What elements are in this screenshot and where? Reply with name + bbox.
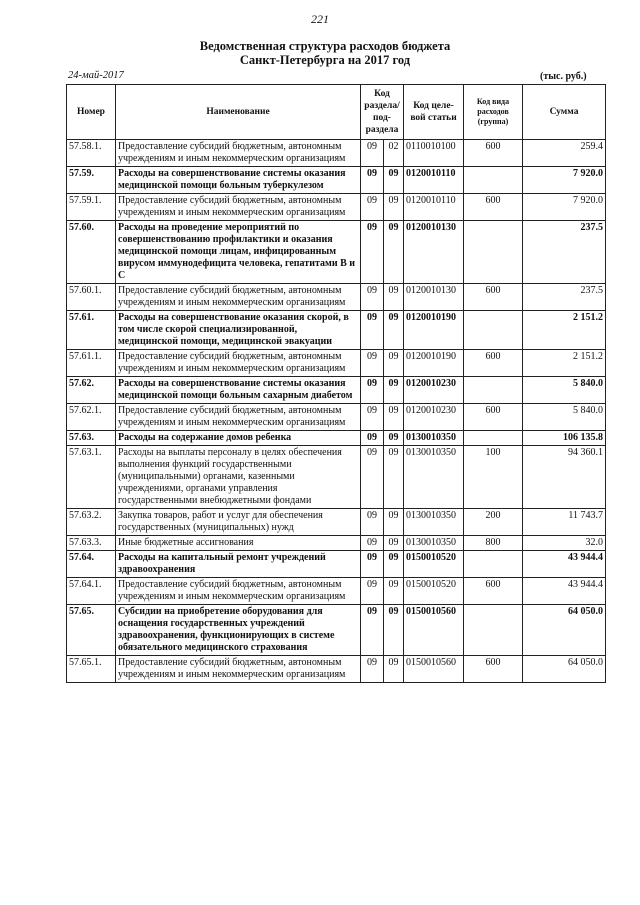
row-name: Расходы на капитальный ремонт учреждений здравоохранения: [116, 551, 361, 578]
row-sum: 94 360.1: [523, 446, 606, 509]
row-name: Расходы на выплаты персоналу в целях обеспечения выполнения функций государственными (муниципальными) органами, казенными учреждениями, органами управления государственными внебюджетными фондами: [116, 446, 361, 509]
row-number: 57.62.1.: [67, 404, 116, 431]
row-sum: 43 944.4: [523, 551, 606, 578]
row-sum: 64 050.0: [523, 656, 606, 683]
row-number: 57.59.: [67, 167, 116, 194]
row-kind: 100: [464, 446, 523, 509]
row-name: Расходы на совершенствование оказания скорой, в том числе скорой специализированной, медицинской помощи, медицинской эвакуации: [116, 311, 361, 350]
row-name: Предоставление субсидий бюджетным, автономным учреждениям и иным некоммерческим организациям: [116, 350, 361, 377]
row-section: 09: [361, 194, 384, 221]
row-name: Предоставление субсидий бюджетным, автономным учреждениям и иным некоммерческим организациям: [116, 656, 361, 683]
row-subsection: 09: [384, 311, 404, 350]
row-kind: 800: [464, 536, 523, 551]
row-section: 09: [361, 605, 384, 656]
table-row: [67, 221, 606, 284]
row-kind: 600: [464, 284, 523, 311]
row-name: Предоставление субсидий бюджетным, автономным учреждениям и иным некоммерческим организациям: [116, 140, 361, 167]
col-article-header: Код целе- вой статьи: [404, 85, 464, 140]
row-section: 09: [361, 656, 384, 683]
row-number: 57.59.1.: [67, 194, 116, 221]
row-kind: 200: [464, 509, 523, 536]
row-kind: [464, 605, 523, 656]
row-subsection: 09: [384, 284, 404, 311]
row-article: 0120010110: [404, 167, 464, 194]
row-section: 09: [361, 404, 384, 431]
table-row: [67, 311, 606, 350]
row-subsection: 09: [384, 350, 404, 377]
row-name: Закупка товаров, работ и услуг для обеспечения государственных (муниципальных) нужд: [116, 509, 361, 536]
table-row: [67, 656, 606, 683]
row-sum: 11 743.7: [523, 509, 606, 536]
table-row: [67, 446, 606, 509]
row-sum: 237.5: [523, 284, 606, 311]
page-number: 221: [311, 12, 329, 26]
row-name: Предоставление субсидий бюджетным, автономным учреждениям и иным некоммерческим организациям: [116, 284, 361, 311]
row-kind: 600: [464, 140, 523, 167]
row-article: 0120010190: [404, 350, 464, 377]
row-sum: 32.0: [523, 536, 606, 551]
row-subsection: 09: [384, 221, 404, 284]
row-number: 57.64.1.: [67, 578, 116, 605]
col-section-header: Код раздела/ под- раздела: [361, 85, 404, 140]
table-header-row: [67, 85, 606, 140]
row-name: Субсидии на приобретение оборудования для оснащения государственных учреждений здравоохранения, функционирующих в системе обязательного медицинского страхования: [116, 605, 361, 656]
row-number: 57.65.1.: [67, 656, 116, 683]
row-kind: [464, 221, 523, 284]
col-sum-header: Сумма: [523, 85, 606, 140]
row-number: 57.60.1.: [67, 284, 116, 311]
row-number: 57.61.1.: [67, 350, 116, 377]
row-kind: 600: [464, 350, 523, 377]
row-section: 09: [361, 311, 384, 350]
row-name: Расходы на совершенствование системы оказания медицинской помощи больным туберкулезом: [116, 167, 361, 194]
row-subsection: 09: [384, 605, 404, 656]
table-row: [67, 605, 606, 656]
row-subsection: 09: [384, 578, 404, 605]
row-section: 09: [361, 431, 384, 446]
table-row: [67, 509, 606, 536]
row-sum: 7 920.0: [523, 167, 606, 194]
row-subsection: 09: [384, 404, 404, 431]
row-number: 57.64.: [67, 551, 116, 578]
table-row: [67, 404, 606, 431]
row-kind: [464, 167, 523, 194]
row-number: 57.65.: [67, 605, 116, 656]
units-label: (тыс. руб.): [540, 71, 587, 82]
document-title: [0, 39, 640, 67]
table-row: [67, 194, 606, 221]
row-name: Предоставление субсидий бюджетным, автономным учреждениям и иным некоммерческим организациям: [116, 404, 361, 431]
row-kind: [464, 311, 523, 350]
row-article: 0150010560: [404, 605, 464, 656]
table-body: [67, 140, 606, 683]
row-sum: 64 050.0: [523, 605, 606, 656]
row-kind: [464, 431, 523, 446]
row-article: 0120010230: [404, 377, 464, 404]
document-date: 24-май-2017: [68, 70, 124, 81]
table-row: [67, 536, 606, 551]
row-sum: 2 151.2: [523, 350, 606, 377]
row-section: 09: [361, 446, 384, 509]
row-sum: 2 151.2: [523, 311, 606, 350]
row-section: 09: [361, 509, 384, 536]
row-sum: 5 840.0: [523, 377, 606, 404]
row-article: 0130010350: [404, 431, 464, 446]
row-number: 57.60.: [67, 221, 116, 284]
row-subsection: 02: [384, 140, 404, 167]
row-name: Расходы на содержание домов ребенка: [116, 431, 361, 446]
row-name: Расходы на совершенствование системы оказания медицинской помощи больным сахарным диабетом: [116, 377, 361, 404]
row-section: 09: [361, 221, 384, 284]
col-number-header: Номер: [67, 85, 116, 140]
row-subsection: 09: [384, 194, 404, 221]
row-article: 0130010350: [404, 536, 464, 551]
row-section: 09: [361, 578, 384, 605]
table-row: [67, 140, 606, 167]
row-sum: 7 920.0: [523, 194, 606, 221]
row-section: 09: [361, 284, 384, 311]
row-article: 0120010110: [404, 194, 464, 221]
row-section: 09: [361, 350, 384, 377]
row-subsection: 09: [384, 509, 404, 536]
row-kind: 600: [464, 656, 523, 683]
row-subsection: 09: [384, 656, 404, 683]
row-kind: 600: [464, 578, 523, 605]
row-number: 57.63.1.: [67, 446, 116, 509]
col-name-header: Наименование: [116, 85, 361, 140]
row-number: 57.61.: [67, 311, 116, 350]
row-sum: 259.4: [523, 140, 606, 167]
row-article: 0110010100: [404, 140, 464, 167]
row-subsection: 09: [384, 536, 404, 551]
title-line-1: Ведомственная структура расходов бюджета: [199, 39, 451, 53]
table-row: [67, 431, 606, 446]
row-article: 0130010350: [404, 509, 464, 536]
row-article: 0120010130: [404, 284, 464, 311]
row-subsection: 09: [384, 431, 404, 446]
table-row: [67, 350, 606, 377]
row-name: Иные бюджетные ассигнования: [116, 536, 361, 551]
budget-table: [66, 84, 606, 683]
row-section: 09: [361, 167, 384, 194]
table-row: [67, 578, 606, 605]
row-subsection: 09: [384, 377, 404, 404]
row-kind: 600: [464, 404, 523, 431]
row-sum: 43 944.4: [523, 578, 606, 605]
row-name: Предоставление субсидий бюджетным, автономным учреждениям и иным некоммерческим организациям: [116, 194, 361, 221]
row-name: Расходы на проведение мероприятий по совершенствованию профилактики и оказания медицинской помощи лицам, инфицированным вирусом иммунодефицита человека, гепатитами В и С: [116, 221, 361, 284]
row-sum: 237.5: [523, 221, 606, 284]
row-subsection: 09: [384, 167, 404, 194]
row-kind: [464, 377, 523, 404]
table-row: [67, 377, 606, 404]
row-article: 0130010350: [404, 446, 464, 509]
row-subsection: 09: [384, 446, 404, 509]
row-subsection: 09: [384, 551, 404, 578]
row-number: 57.58.1.: [67, 140, 116, 167]
row-number: 57.63.3.: [67, 536, 116, 551]
row-number: 57.62.: [67, 377, 116, 404]
row-kind: [464, 551, 523, 578]
row-number: 57.63.2.: [67, 509, 116, 536]
table-row: [67, 167, 606, 194]
table-row: [67, 551, 606, 578]
row-number: 57.63.: [67, 431, 116, 446]
row-article: 0150010560: [404, 656, 464, 683]
row-section: 09: [361, 536, 384, 551]
row-section: 09: [361, 551, 384, 578]
row-article: 0120010130: [404, 221, 464, 284]
table-row: [67, 284, 606, 311]
row-name: Предоставление субсидий бюджетным, автономным учреждениям и иным некоммерческим организациям: [116, 578, 361, 605]
row-section: 09: [361, 377, 384, 404]
row-sum: 106 135.8: [523, 431, 606, 446]
title-line-2: Санкт-Петербурга на 2017 год: [239, 53, 411, 67]
row-sum: 5 840.0: [523, 404, 606, 431]
row-kind: 600: [464, 194, 523, 221]
row-section: 09: [361, 140, 384, 167]
row-article: 0150010520: [404, 551, 464, 578]
col-kind-header: Код вида расходов (группа): [464, 85, 523, 140]
row-article: 0150010520: [404, 578, 464, 605]
row-article: 0120010190: [404, 311, 464, 350]
row-article: 0120010230: [404, 404, 464, 431]
